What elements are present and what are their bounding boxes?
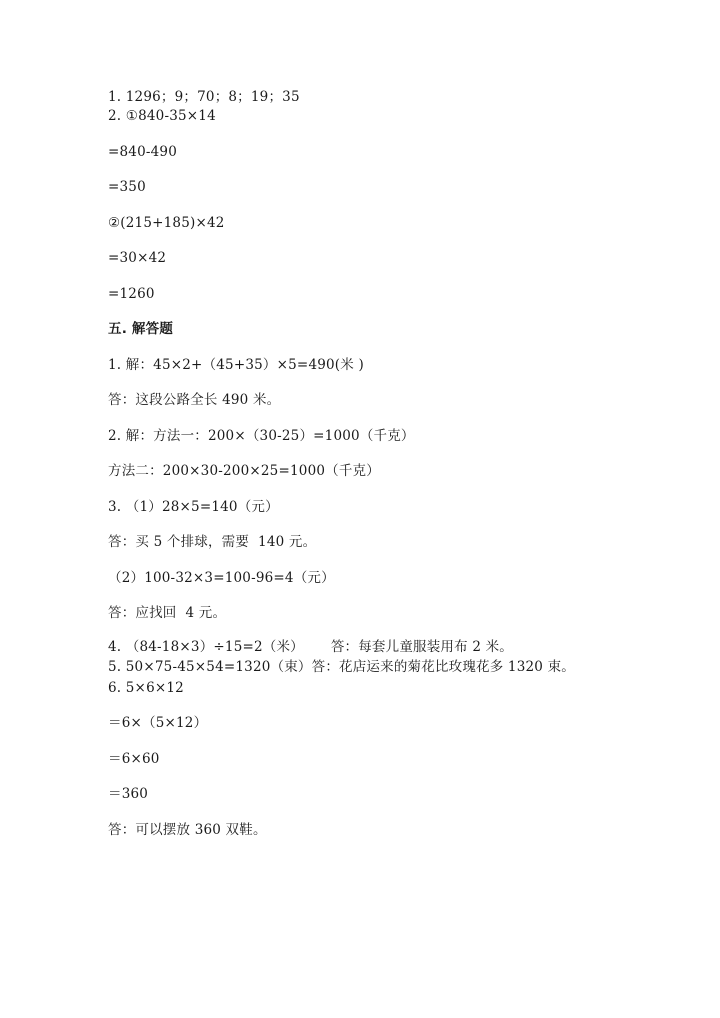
problem-3-answer-2: 答：应找回 4 元。: [108, 605, 227, 621]
problem-3-answer-1: 答：买 5 个排球，需要 140 元。: [108, 534, 317, 550]
calc-step: =840-490: [108, 144, 178, 160]
problem-2-method-1: 2. 解：方法一：200×（30-25）=1000（千克）: [108, 428, 415, 444]
problem-5: 5. 50×75-45×54=1320（束）答：花店运来的菊花比玫瑰花多 1320 束。: [108, 659, 575, 675]
calc-step: =350: [108, 179, 146, 195]
problem-6: 6. 5×6×12: [108, 680, 184, 696]
problem-2-method-2: 方法二：200×30-200×25=1000（千克）: [108, 463, 380, 479]
calc-step: ＝6×（5×12）: [108, 715, 208, 731]
calc-step: =30×42: [108, 250, 167, 266]
problem-6-answer: 答：可以摆放 360 双鞋。: [108, 822, 267, 838]
calc-step: ＝6×60: [108, 751, 160, 767]
section-heading: 五. 解答题: [108, 321, 174, 337]
problem-4: 4. （84-18×3）÷15=2（米） 答：每套儿童服装用布 2 米。: [108, 639, 513, 655]
problem-3-part-2: （2）100-32×3=100-96=4（元）: [108, 570, 335, 586]
calc-expression: ②(215+185)×42: [108, 215, 225, 231]
calc-step: =1260: [108, 286, 155, 302]
calc-step: ＝360: [108, 786, 149, 802]
problem-1-answer: 答：这段公路全长 490 米。: [108, 392, 281, 408]
problem-1-solution: 1. 解：45×2+（45+35）×5=490(米 ): [108, 357, 364, 373]
answer-line-1: 1. 1296；9；70；8；19；35: [108, 89, 300, 105]
problem-3-part-1: 3. （1）28×5=140（元）: [108, 499, 279, 515]
answer-line-2: 2. ①840-35×14: [108, 108, 216, 124]
